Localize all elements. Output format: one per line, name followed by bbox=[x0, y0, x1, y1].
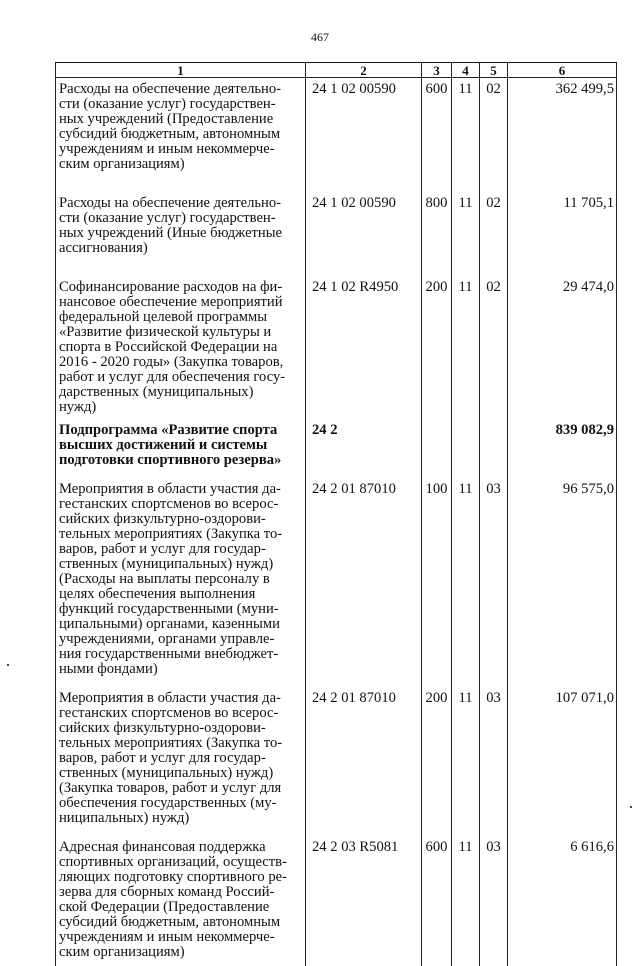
description-line: сти (оказание услуг) государствен- bbox=[59, 97, 297, 112]
description-line: подготовки спортивного резерва» bbox=[59, 453, 297, 468]
budget-code: 24 2 03 R5081 bbox=[306, 826, 422, 966]
description-line: (Расходы на выплаты персоналу в bbox=[59, 572, 297, 587]
expense-type-code: 600 bbox=[422, 78, 452, 173]
section-code: 11 bbox=[452, 172, 480, 256]
description-line: зерва для сборных команд Россий- bbox=[59, 885, 297, 900]
description-line: обеспечения государственных (му- bbox=[59, 796, 297, 811]
budget-code: 24 2 01 87010 bbox=[306, 468, 422, 677]
description-line: тельных мероприятиях (Закупка то- bbox=[59, 736, 297, 751]
description-line: ципальными) органами, казенными bbox=[59, 617, 297, 632]
amount-value: 362 499,5 bbox=[508, 78, 617, 173]
budget-code: 24 1 02 R4950 bbox=[306, 256, 422, 415]
description-line: ных учреждений (Иные бюджетные bbox=[59, 226, 297, 241]
column-header: 1 bbox=[56, 63, 306, 78]
description-line: сийских физкультурно-оздорови- bbox=[59, 512, 297, 527]
scan-mark bbox=[7, 664, 9, 666]
table-row bbox=[56, 256, 617, 415]
description-line: (Закупка товаров, работ и услуг для bbox=[59, 781, 297, 796]
description-line: сийских физкультурно-оздорови- bbox=[59, 721, 297, 736]
description-line: ляющих подготовку спортивного ре- bbox=[59, 870, 297, 885]
subsection-code: 02 bbox=[480, 78, 508, 173]
column-number-header bbox=[56, 63, 617, 78]
subprogram-row bbox=[56, 415, 617, 468]
description-line: Софинансирование расходов на фи- bbox=[59, 280, 297, 295]
description-line: ния государственными внебюджет- bbox=[59, 647, 297, 662]
description-line: Подпрограмма «Развитие спорта bbox=[59, 423, 297, 438]
page-number: 467 bbox=[0, 30, 640, 45]
table-row bbox=[56, 172, 617, 256]
budget-code: 24 2 01 87010 bbox=[306, 677, 422, 826]
table-row bbox=[56, 826, 617, 966]
description-line: нужд) bbox=[59, 400, 297, 415]
description-line: варов, работ и услуг для государ- bbox=[59, 751, 297, 766]
table-row bbox=[56, 677, 617, 826]
section-code: 11 bbox=[452, 826, 480, 966]
section-code: 11 bbox=[452, 78, 480, 173]
column-header: 6 bbox=[508, 63, 617, 78]
description-line: дарственных (муниципальных) bbox=[59, 385, 297, 400]
column-header: 2 bbox=[306, 63, 422, 78]
amount-value: 107 071,0 bbox=[508, 677, 617, 826]
subsection-code: 02 bbox=[480, 256, 508, 415]
description-line: субсидий бюджетным, автономным bbox=[59, 127, 297, 142]
description-line: федеральной целевой программы bbox=[59, 310, 297, 325]
description-line: учреждениям и иным некоммерче- bbox=[59, 142, 297, 157]
section-code bbox=[452, 415, 480, 468]
description-line: учреждениям и иным некоммерче- bbox=[59, 930, 297, 945]
description-line: Расходы на обеспечение деятельно- bbox=[59, 196, 297, 211]
description-line: нансовое обеспечение мероприятий bbox=[59, 295, 297, 310]
amount-value: 11 705,1 bbox=[508, 172, 617, 256]
expense-description bbox=[56, 415, 306, 468]
expense-type-code: 100 bbox=[422, 468, 452, 677]
expense-description bbox=[56, 468, 306, 677]
subsection-code bbox=[480, 415, 508, 468]
expense-type-code: 200 bbox=[422, 677, 452, 826]
description-line: ными фондами) bbox=[59, 662, 297, 677]
subsection-code: 02 bbox=[480, 172, 508, 256]
budget-code: 24 2 bbox=[306, 415, 422, 468]
column-header: 5 bbox=[480, 63, 508, 78]
description-line: ных учреждений (Предоставление bbox=[59, 112, 297, 127]
expense-description bbox=[56, 172, 306, 256]
description-line: высших достижений и системы bbox=[59, 438, 297, 453]
table-row bbox=[56, 78, 617, 173]
budget-code: 24 1 02 00590 bbox=[306, 78, 422, 173]
subsection-code: 03 bbox=[480, 468, 508, 677]
table-row bbox=[56, 468, 617, 677]
description-line: ским организациям) bbox=[59, 945, 297, 960]
expense-type-code: 200 bbox=[422, 256, 452, 415]
description-line: сти (оказание услуг) государствен- bbox=[59, 211, 297, 226]
description-line: ассигнования) bbox=[59, 241, 297, 256]
amount-value: 6 616,6 bbox=[508, 826, 617, 966]
description-line: 2016 - 2020 годы» (Закупка товаров, bbox=[59, 355, 297, 370]
section-code: 11 bbox=[452, 256, 480, 415]
column-header: 4 bbox=[452, 63, 480, 78]
subsection-code: 03 bbox=[480, 677, 508, 826]
description-line: работ и услуг для обеспечения госу- bbox=[59, 370, 297, 385]
scan-mark bbox=[630, 806, 632, 808]
description-line: гестанских спортсменов во всерос- bbox=[59, 497, 297, 512]
expense-description bbox=[56, 826, 306, 966]
description-line: спортивных организаций, осуществ- bbox=[59, 855, 297, 870]
description-line: «Развитие физической культуры и bbox=[59, 325, 297, 340]
table-body bbox=[56, 78, 617, 966]
description-line: ственных (муниципальных) нужд) bbox=[59, 766, 297, 781]
description-line: ниципальных) нужд) bbox=[59, 811, 297, 826]
expense-description bbox=[56, 677, 306, 826]
description-line: Мероприятия в области участия да- bbox=[59, 482, 297, 497]
description-line: Расходы на обеспечение деятельно- bbox=[59, 82, 297, 97]
expense-type-code: 600 bbox=[422, 826, 452, 966]
description-line: гестанских спортсменов во всерос- bbox=[59, 706, 297, 721]
expense-description bbox=[56, 78, 306, 173]
description-line: субсидий бюджетным, автономным bbox=[59, 915, 297, 930]
column-header: 3 bbox=[422, 63, 452, 78]
description-line: спорта в Российской Федерации на bbox=[59, 340, 297, 355]
section-code: 11 bbox=[452, 468, 480, 677]
description-line: ской Федерации (Предоставление bbox=[59, 900, 297, 915]
description-line: Адресная финансовая поддержка bbox=[59, 840, 297, 855]
budget-table bbox=[55, 62, 617, 966]
description-line: ским организациям) bbox=[59, 157, 297, 172]
subsection-code: 03 bbox=[480, 826, 508, 966]
amount-value: 96 575,0 bbox=[508, 468, 617, 677]
budget-code: 24 1 02 00590 bbox=[306, 172, 422, 256]
expense-description bbox=[56, 256, 306, 415]
amount-value: 839 082,9 bbox=[508, 415, 617, 468]
amount-value: 29 474,0 bbox=[508, 256, 617, 415]
description-line: учреждениями, органами управле- bbox=[59, 632, 297, 647]
description-line: Мероприятия в области участия да- bbox=[59, 691, 297, 706]
description-line: ственных (муниципальных) нужд) bbox=[59, 557, 297, 572]
description-line: функций государственными (муни- bbox=[59, 602, 297, 617]
section-code: 11 bbox=[452, 677, 480, 826]
expense-type-code: 800 bbox=[422, 172, 452, 256]
description-line: тельных мероприятиях (Закупка то- bbox=[59, 527, 297, 542]
description-line: целях обеспечения выполнения bbox=[59, 587, 297, 602]
description-line: варов, работ и услуг для государ- bbox=[59, 542, 297, 557]
expense-type-code bbox=[422, 415, 452, 468]
